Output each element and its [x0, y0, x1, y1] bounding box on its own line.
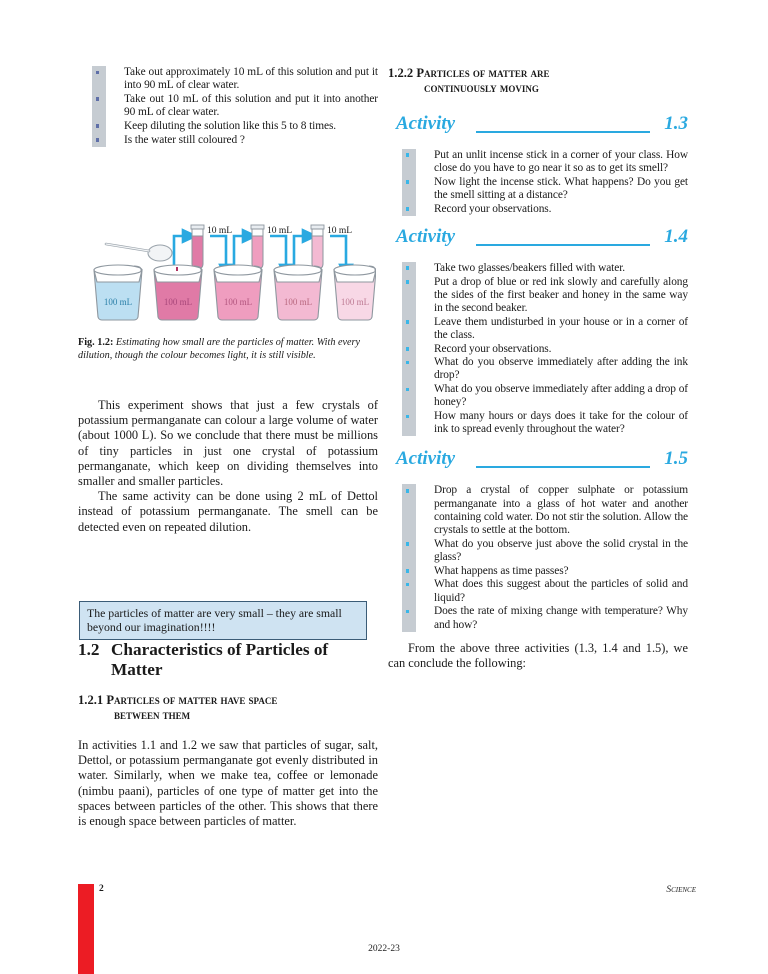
section-number: 1.2: [78, 640, 100, 659]
activity-header-1-3: [388, 113, 688, 139]
activity-label: Activity: [396, 448, 456, 470]
subsection-title-line1: Particles of matter have space: [106, 693, 278, 707]
activity-header-1-4: [388, 226, 688, 252]
edition-year: 2022-23: [368, 944, 400, 954]
bullet-dot-icon: [96, 97, 100, 101]
activity-rule: [476, 244, 650, 246]
bullet-dot-icon: [96, 71, 100, 75]
list-item: [434, 176, 688, 202]
activity-1-4-list: [388, 262, 688, 437]
bullet-dot-icon: [406, 320, 410, 324]
bullet-dot-icon: [406, 347, 410, 351]
activity-header-1-5: [388, 448, 688, 474]
left-column: [78, 66, 378, 153]
bullet-dot-icon: [406, 542, 410, 546]
list-item: [434, 605, 688, 631]
bullet-dot-icon: [406, 610, 410, 614]
beaker-2: [154, 265, 202, 320]
list-item-text: Record your observations.: [434, 202, 552, 215]
beaker-4: [274, 265, 322, 320]
body-paragraph: In activities 1.1 and 1.2 we saw that particles of sugar, salt, Dettol, or potassium permanganate got evenly distributed in water. Similarly, when we make tea, coffee or lemonade (nimbu paani), particles of one type of matter get into the spaces between particles of the other. This shows that there is enough space between particles of matter.: [78, 738, 378, 829]
figure-dilution-beakers: [86, 212, 376, 330]
activity-rule: [476, 131, 650, 133]
subsection-title-line2: continuously moving: [424, 81, 539, 96]
list-item-text: What do you observe immediately after adding the ink drop?: [434, 356, 688, 382]
beaker-label: 100 mL: [223, 297, 253, 307]
bullet-dot-icon: [406, 388, 410, 392]
page-number: 2: [99, 884, 104, 894]
figure-caption-text: Estimating how small are the particles of matter. With every dilution, though the colour becomes light, it is still visible.: [78, 337, 361, 361]
bullet-dot-icon: [96, 124, 100, 128]
body-paragraph: This experiment shows that just a few crystals of potassium permanganate can colour a large volume of water (about 1000 L). So we conclude that there must be millions of tiny particles in just one crystal of potassium permanganate, which keep on dividing themselves into smaller and smaller particles.: [78, 398, 378, 489]
list-item-text: Take two glasses/beakers filled with water.: [434, 261, 626, 274]
beaker-label: 100 mL: [163, 297, 193, 307]
activity-number: 1.4: [664, 225, 688, 247]
figure-caption-label: Fig. 1.2:: [78, 337, 114, 348]
highlight-callout: [79, 601, 367, 640]
beaker-label: 100 mL: [283, 297, 313, 307]
activity-1-5-list: [388, 484, 688, 631]
list-item-text: Leave them undisturbed in your house or in a corner of the class.: [434, 315, 688, 341]
list-item-text: What does this suggest about the particles of solid and liquid?: [434, 578, 688, 604]
list-item-text: What do you observe just above the solid crystal in the glass?: [434, 537, 688, 563]
list-item: [434, 356, 688, 382]
tube-label: 10 mL: [327, 226, 353, 236]
activity-label: Activity: [396, 112, 456, 134]
beaker-3: [214, 265, 262, 320]
body-paragraph: The same activity can be done using 2 mL of Dettol instead of potassium permanganate. The smell can be detected even on repeated dilution.: [78, 489, 378, 534]
bullet-dot-icon: [406, 583, 410, 587]
list-item-text: Now light the incense stick. What happens? Do you get the smell sitting at a distance?: [434, 175, 688, 201]
subsection-title-line2: between them: [114, 708, 191, 723]
figure-caption: [78, 337, 378, 362]
highlight-text: The particles of matter are very small – they are small beyond our imagination!!!!: [79, 601, 367, 640]
list-item-text: Take out 10 mL of this solution and put it into another 90 mL of clear water.: [124, 92, 378, 119]
tube-label: 10 mL: [267, 226, 293, 236]
section-heading: [78, 640, 378, 680]
beaker-5: [334, 265, 376, 320]
list-item: [434, 149, 688, 175]
list-item: [434, 484, 688, 537]
activity-number: 1.5: [664, 448, 688, 470]
list-item-text: Put an unlit incense stick in a corner of your class. How close do you have to go near it so as to get its smell?: [434, 148, 688, 175]
subsection-number: 1.2.1: [78, 693, 104, 707]
list-item-text: What do you observe immediately after adding a drop of honey?: [434, 383, 688, 409]
bullet-dot-icon: [406, 280, 410, 284]
beaker-label: 100 mL: [340, 297, 370, 307]
list-item-text: Is the water still coloured ?: [124, 133, 245, 146]
bullet-dot-icon: [406, 489, 410, 493]
bullet-dot-icon: [406, 361, 410, 365]
left-closing-paragraph-wrap: [78, 738, 378, 829]
bullet-dot-icon: [406, 569, 410, 573]
list-item: [434, 578, 688, 604]
list-item-text: Drop a crystal of copper sulphate or potassium permanganate into a glass of hot water and another containing cold water. Do not stir the solution. Allow the crystals to settle at the bottom.: [434, 484, 688, 537]
subsection-number: 1.2.2: [388, 66, 414, 80]
list-item-text: What happens as time passes?: [434, 564, 569, 577]
list-item-text: Put a drop of blue or red ink slowly and carefully along the sides of the first beaker and honey in the same way in the second beaker.: [434, 275, 688, 314]
activity-1-3-list: [388, 149, 688, 216]
bullet-dot-icon: [406, 415, 410, 419]
beaker-1: [94, 265, 142, 320]
tube-label: 10 mL: [207, 226, 233, 236]
subject-label: Science: [666, 885, 696, 895]
list-item: [434, 565, 688, 578]
list-item: [124, 93, 378, 119]
right-column: [388, 66, 688, 671]
bullet-dot-icon: [406, 153, 410, 157]
section-title: Characteristics of Particles of Matter: [111, 640, 329, 679]
bullet-strip: [92, 66, 106, 147]
list-item-text: Take out approximately 10 mL of this solution and put it into 90 mL of clear water.: [124, 66, 378, 92]
list-item: [434, 203, 688, 216]
subsection-heading-121: [78, 693, 378, 724]
list-item-text: Record your observations.: [434, 342, 552, 355]
list-item: [124, 66, 378, 92]
activity-rule: [476, 466, 650, 468]
list-item: [434, 383, 688, 409]
list-item: [434, 410, 688, 436]
list-item-text: How many hours or days does it take for the colour of ink to spread evenly throughout the water?: [434, 410, 688, 436]
subsection-heading-122: [388, 66, 688, 97]
activity-number: 1.3: [664, 112, 688, 134]
list-item: [434, 316, 688, 342]
list-item: [434, 538, 688, 564]
list-item: [434, 343, 688, 356]
spoon-icon: [106, 244, 172, 261]
left-column-body: [78, 398, 378, 535]
bullet-dot-icon: [96, 138, 100, 142]
list-item: [124, 134, 378, 147]
list-item-text: Does the rate of mixing change with temperature? Why and how?: [434, 605, 688, 631]
right-closing-paragraph: From the above three activities (1.3, 1.4 and 1.5), we can conclude the following:: [388, 640, 688, 670]
activity-label: Activity: [396, 225, 456, 247]
bullet-dot-icon: [406, 180, 410, 184]
subsection-title-line1: Particles of matter are: [416, 66, 550, 80]
list-item: [124, 120, 378, 133]
bullet-dot-icon: [406, 207, 410, 211]
list-item-text: Keep diluting the solution like this 5 to 8 times.: [124, 119, 337, 132]
left-top-bullet-list: [78, 66, 378, 147]
beaker-label: 100 mL: [103, 297, 133, 307]
list-item: [434, 262, 688, 275]
bullet-dot-icon: [406, 266, 410, 270]
page-edge-marker: [78, 884, 94, 974]
list-item: [434, 276, 688, 316]
